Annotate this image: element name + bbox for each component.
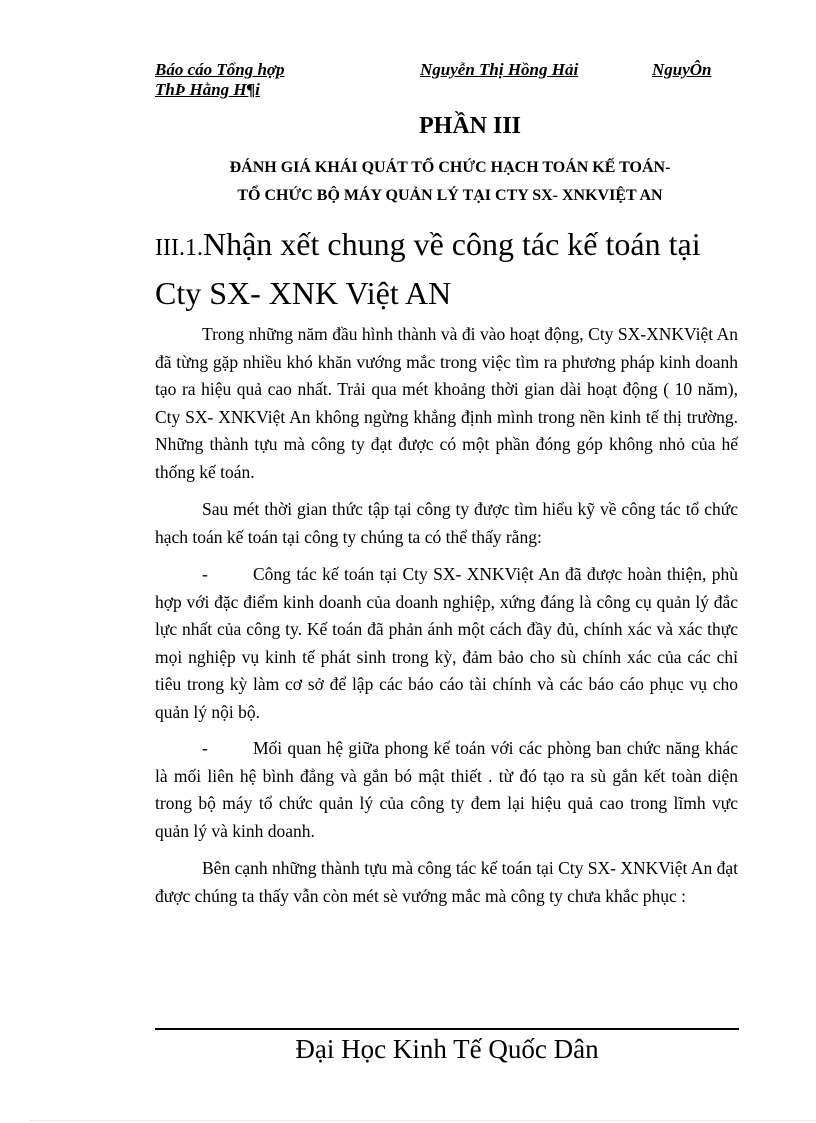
section-heading: [155, 222, 745, 316]
header-left: Báo cáo Tổng hợp: [155, 60, 285, 79]
bullet-2-text: Mối quan hệ giữa phong kế toán với các phòng ban chức năng khác là mối liên hệ bình đẳng và gắn bó mật thiết . từ đó tạo ra sù gắn kết toàn diện trong bộ máy tổ chức quản lý của công ty đem lại hiệu quả cao trong lĩmh vực quản lý và kinh doanh.: [155, 738, 738, 841]
section-number: III.1.: [155, 235, 203, 261]
footer-text: Đại Học Kinh Tế Quốc Dân: [295, 1034, 599, 1064]
subtitle-line2: TỔ CHỨC BỘ MÁY QUẢN LÝ TẠI CTY SX- XNKVIỆT AN: [237, 187, 663, 204]
paragraph-1: Trong những năm đầu hình thành và đi vào hoạt động, Cty SX-XNKViệt An đã từng gặp nhiều khó khăn vướng mắc trong việc tìm ra phương pháp kinh doanh tạo ra hiệu quả cao nhất. Trải qua mét khoảng thời gian dài hoạt động ( 10 năm), Cty SX- XNKViệt An không ngừng khẳng định mình trong nền kinh tế thị trường. Những thành tựu mà công ty đạt được có một phần đóng góp không nhỏ của hế thống kế toán.: [155, 324, 738, 482]
bullet-1-text: Công tác kế toán tại Cty SX- XNKViệt An đã được hoàn thiện, phù hợp với đặc điểm kinh doanh của doanh nghiệp, xứng đáng là công cụ quản lý đắc lực nhất của công ty. Kế toán đã phản ánh một cách đầy đủ, chính xác và xác thực mọi nghiệp vụ kinh tế phát sinh trong kỳ, đảm bảo cho sù chính xác của các chỉ tiêu trong kỳ làm cơ sở để lập các báo cáo tài chính và các báo cáo phục vụ cho quản lý nội bộ.: [155, 564, 738, 722]
part-title: PHẦN III: [418, 113, 521, 139]
bullet-1-dash: -: [202, 564, 208, 584]
footer-rule: [155, 1028, 739, 1030]
bullet-1: [155, 561, 738, 726]
paragraph-3: Bên cạnh những thành tựu mà công tác kế toán tại Cty SX- XNKViệt An đạt được chúng ta thấy vẫn còn mét sè vướng mắc mà công ty chưa khắc phục :: [155, 858, 738, 906]
header-middle: Nguyễn Thị Hồng Hải: [420, 60, 579, 79]
subtitle-line1: ĐÁNH GIÁ KHÁI QUÁT TỔ CHỨC HẠCH TOÁN KẾ TOÁN-: [229, 159, 671, 176]
page-bottom-edge: [30, 1120, 816, 1121]
section-title: Nhận xết chung về công tác kế toán tại Cty SX- XNK Việt AN: [155, 226, 701, 311]
bullet-2: [155, 735, 738, 845]
bullet-2-dash: -: [202, 738, 208, 758]
paragraph-2: Sau mét thời gian thức tập tại công ty được tìm hiểu kỹ về công tác tổ chức hạch toán kế toán tại công ty chúng ta có thể thấy rằng:: [155, 499, 738, 547]
header-right: NguyÔn: [652, 60, 712, 79]
header-line2: ThÞ Hằng H¶i: [155, 80, 260, 99]
